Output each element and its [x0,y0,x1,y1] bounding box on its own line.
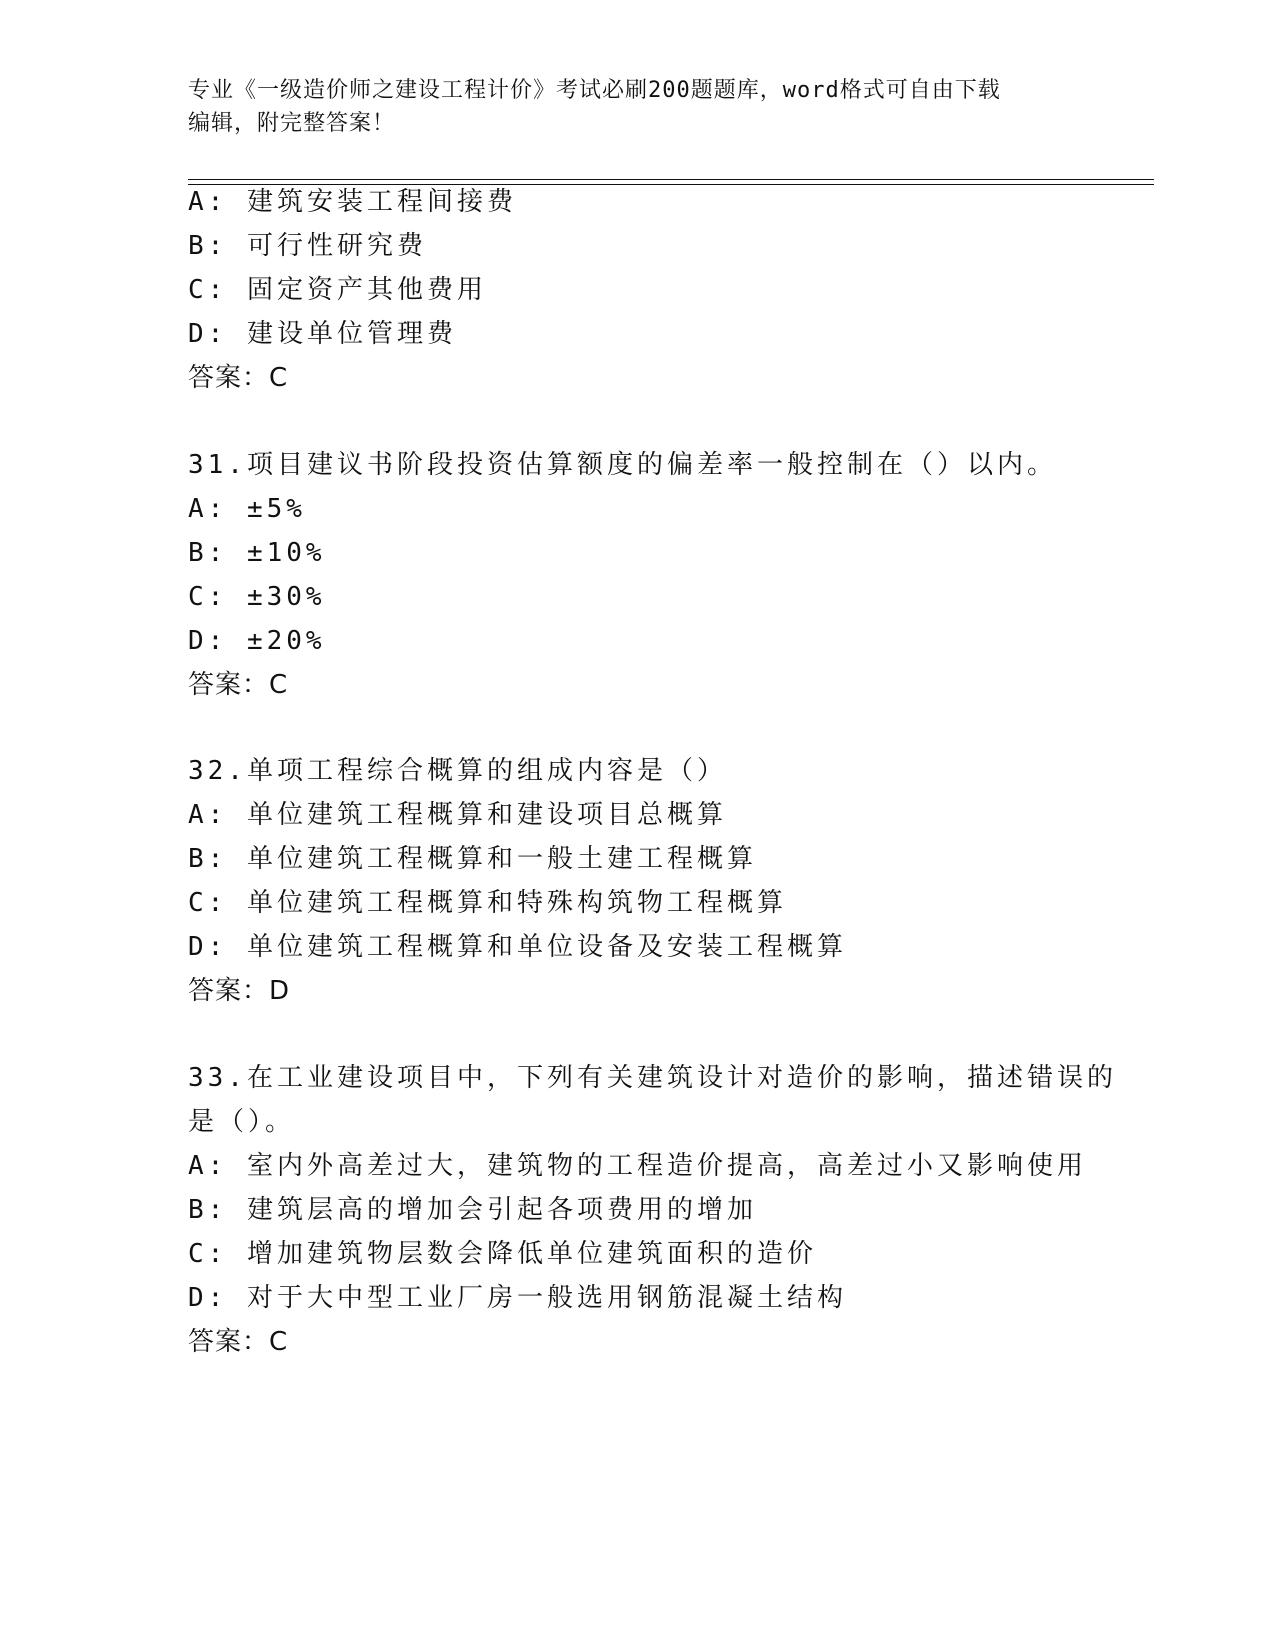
answer-text: 答案：C [188,363,289,393]
answer-text: 答案：C [188,670,289,700]
answer-text: 答案：C [188,1327,289,1357]
question-stem-31: 31.项目建议书阶段投资估算额度的偏差率一般控制在（）以内。 [188,450,1057,480]
header-title-line-2: 编辑，附完整答案！ [188,111,396,136]
option-b: B: 单位建筑工程概算和一般土建工程概算 [188,844,757,874]
option-b: B: 可行性研究费 [188,231,427,261]
header-title-line-1: 专业《一级造价师之建设工程计价》考试必刷200题题库，word格式可自由下载 [188,78,1001,103]
document-header [188,74,1088,140]
option-c: C: 增加建筑物层数会降低单位建筑面积的造价 [188,1239,817,1269]
option-b: B: ±10% [188,538,326,568]
option-d: D: 单位建筑工程概算和单位设备及安装工程概算 [188,932,847,962]
header-divider-bottom [188,184,1154,185]
question-stem-33-line-2: 是（）。 [188,1107,296,1137]
option-c: C: 固定资产其他费用 [188,275,487,305]
option-b: B: 建筑层高的增加会引起各项费用的增加 [188,1195,757,1225]
question-stem-33-line-1: 33.在工业建设项目中，下列有关建筑设计对造价的影响，描述错误的 [188,1063,1117,1093]
option-c: C: ±30% [188,582,326,612]
option-c: C: 单位建筑工程概算和特殊构筑物工程概算 [188,888,787,918]
question-stem-32: 32.单项工程综合概算的组成内容是（） [188,756,727,786]
header-divider-top [188,179,1154,180]
answer-text: 答案：D [188,976,291,1006]
option-d: D: 对于大中型工业厂房一般选用钢筋混凝土结构 [188,1283,847,1313]
option-a: A: 室内外高差过大，建筑物的工程造价提高，高差过小又影响使用 [188,1151,1087,1181]
option-d: D: 建设单位管理费 [188,319,457,349]
option-a: A: 建筑安装工程间接费 [188,187,517,217]
option-a: A: 单位建筑工程概算和建设项目总概算 [188,800,727,830]
option-a: A: ±5% [188,494,306,524]
option-d: D: ±20% [188,626,326,656]
